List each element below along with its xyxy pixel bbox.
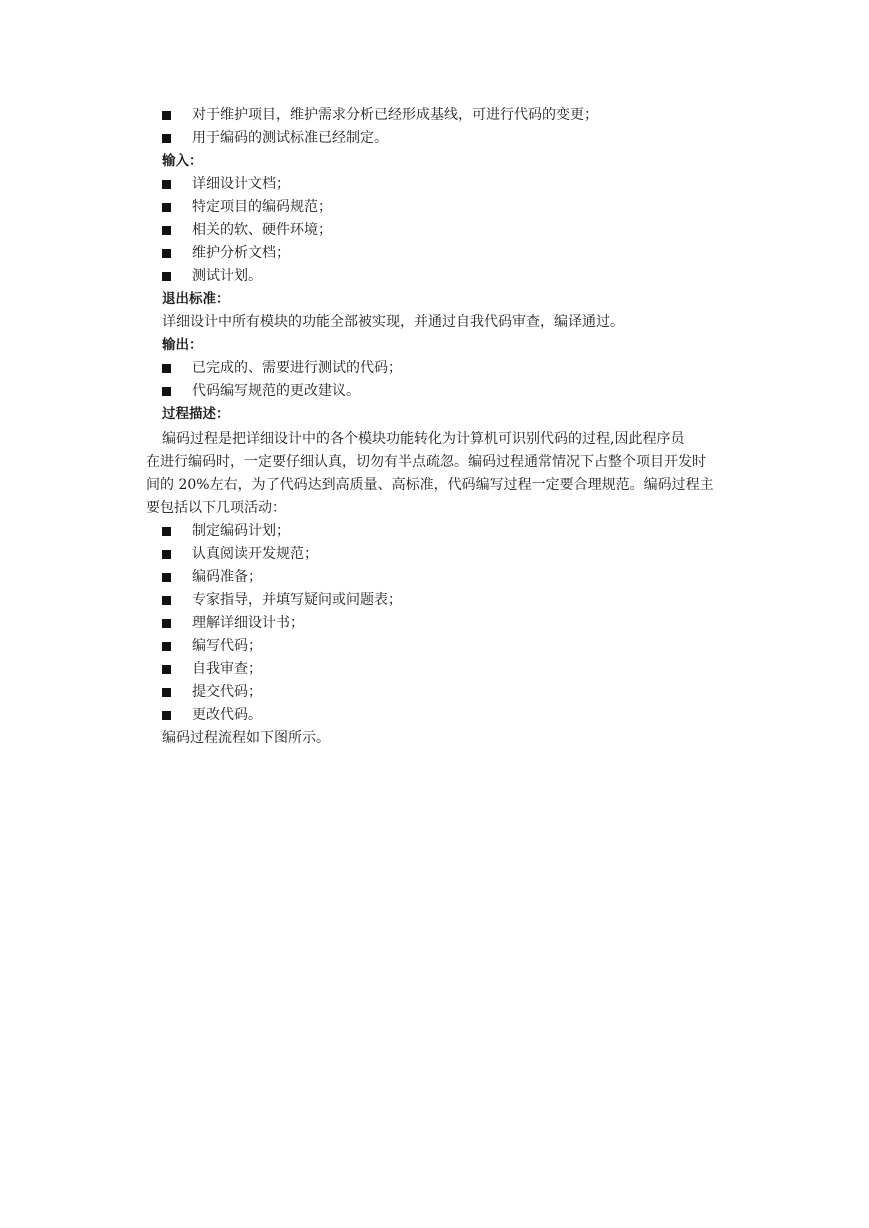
list-item: 认真阅读开发规范； bbox=[146, 543, 746, 566]
process-paragraph bbox=[146, 428, 738, 520]
list-item: 维护分析文档； bbox=[146, 242, 746, 265]
bullet-square-icon bbox=[162, 527, 171, 536]
bullet-square-icon bbox=[162, 665, 171, 674]
bullet-square-icon bbox=[162, 619, 171, 628]
list-item: 已完成的、需要进行测试的代码； bbox=[146, 357, 746, 380]
list-item: 代码编写规范的更改建议。 bbox=[146, 380, 746, 403]
list-item: 测试计划。 bbox=[146, 265, 746, 288]
list-item: 特定项目的编码规范； bbox=[146, 196, 746, 219]
list-item: 对于维护项目，维护需求分析已经形成基线，可进行代码的变更； bbox=[146, 104, 746, 127]
list-item: 提交代码； bbox=[146, 681, 746, 704]
list-item: 相关的软、硬件环境； bbox=[146, 219, 746, 242]
list-item: 详细设计文档； bbox=[146, 173, 746, 196]
paragraph-line: 在进行编码时，一定要仔细认真，切勿有半点疏忽。编码过程通常情况下占整个项目开发时 bbox=[146, 454, 706, 470]
document-content bbox=[146, 104, 746, 750]
list-item: 制定编码计划； bbox=[146, 520, 746, 543]
list-item: 编写代码； bbox=[146, 635, 746, 658]
bullet-square-icon bbox=[162, 387, 171, 396]
exit-criteria-text: 详细设计中所有模块的功能全部被实现，并通过自我代码审查，编译通过。 bbox=[162, 314, 624, 330]
bullet-square-icon bbox=[162, 134, 171, 143]
bullet-square-icon bbox=[162, 711, 171, 720]
paragraph-line: 要包括以下几项活动： bbox=[146, 500, 286, 516]
bullet-square-icon bbox=[162, 573, 171, 582]
paragraph-line: 编码过程是把详细设计中的各个模块功能转化为计算机可识别代码的过程,因此程序员 bbox=[162, 431, 685, 447]
closing-text: 编码过程流程如下图所示。 bbox=[162, 730, 330, 746]
bullet-square-icon bbox=[162, 226, 171, 235]
bullet-square-icon bbox=[162, 364, 171, 373]
list-item: 理解详细设计书； bbox=[146, 612, 746, 635]
bullet-square-icon bbox=[162, 596, 171, 605]
bullet-square-icon bbox=[162, 249, 171, 258]
exit-criteria-heading: 退出标准： bbox=[162, 291, 230, 307]
output-heading: 输出： bbox=[162, 337, 203, 353]
input-heading: 输入： bbox=[162, 153, 203, 169]
list-item: 编码准备； bbox=[146, 566, 746, 589]
list-item: 更改代码。 bbox=[146, 704, 746, 727]
list-item: 自我审查； bbox=[146, 658, 746, 681]
list-item: 用于编码的测试标准已经制定。 bbox=[146, 127, 746, 150]
bullet-square-icon bbox=[162, 203, 171, 212]
bullet-square-icon bbox=[162, 688, 171, 697]
bullet-square-icon bbox=[162, 642, 171, 651]
bullet-square-icon bbox=[162, 272, 171, 281]
bullet-square-icon bbox=[162, 111, 171, 120]
list-item: 专家指导，并填写疑问或问题表； bbox=[146, 589, 746, 612]
process-heading: 过程描述： bbox=[162, 406, 230, 422]
paragraph-line: 间的 20%左右，为了代码达到高质量、高标准，代码编写过程一定要合理规范。编码过程主 bbox=[146, 477, 714, 493]
bullet-square-icon bbox=[162, 550, 171, 559]
bullet-square-icon bbox=[162, 180, 171, 189]
